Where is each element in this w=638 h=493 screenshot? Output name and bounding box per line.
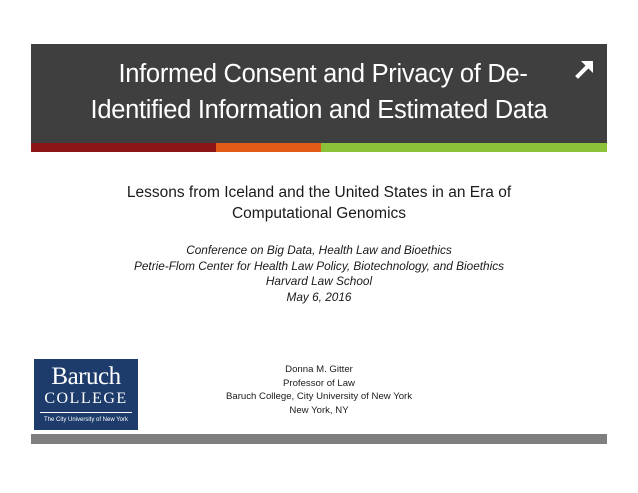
title-line-1: Informed Consent and Privacy of De-: [118, 60, 528, 88]
conference-date: May 6, 2016: [286, 289, 352, 304]
author-title: Professor of Law: [283, 377, 355, 389]
baruch-college-logo: [34, 359, 138, 430]
diagonal-arrow-icon: [573, 57, 597, 81]
slide-subtitle: [80, 182, 558, 224]
conference-school: Harvard Law School: [265, 274, 373, 288]
logo-wordmark: Baruch: [51, 363, 121, 390]
accent-stripe-green: [321, 143, 607, 152]
title-line-2: Identified Information and Estimated Data: [90, 96, 548, 124]
conference-center: Petrie-Flom Center for Health Law Policy, Biotechnology, and Bioethics: [133, 258, 505, 273]
accent-stripe-orange: [216, 143, 321, 152]
subtitle-line-2: Computational Genomics: [231, 205, 407, 222]
slide-title: [31, 56, 607, 128]
accent-stripe-red: [31, 143, 216, 152]
conference-name: Conference on Big Data, Health Law and Bioethics: [186, 243, 452, 257]
footer-bar: [31, 434, 607, 444]
conference-info: [60, 243, 578, 305]
logo-divider: [40, 412, 132, 413]
author-affiliation: Baruch College, City University of New York: [225, 391, 413, 402]
title-bar: [31, 44, 607, 143]
logo-college: COLLEGE: [44, 390, 128, 407]
author-info: [188, 363, 450, 417]
subtitle-line-1: Lessons from Iceland and the United States in an Era of: [126, 184, 512, 201]
author-location: New York, NY: [289, 404, 349, 416]
author-name: Donna M. Gitter: [285, 364, 353, 375]
logo-tagline: The City University of New York: [43, 417, 129, 423]
